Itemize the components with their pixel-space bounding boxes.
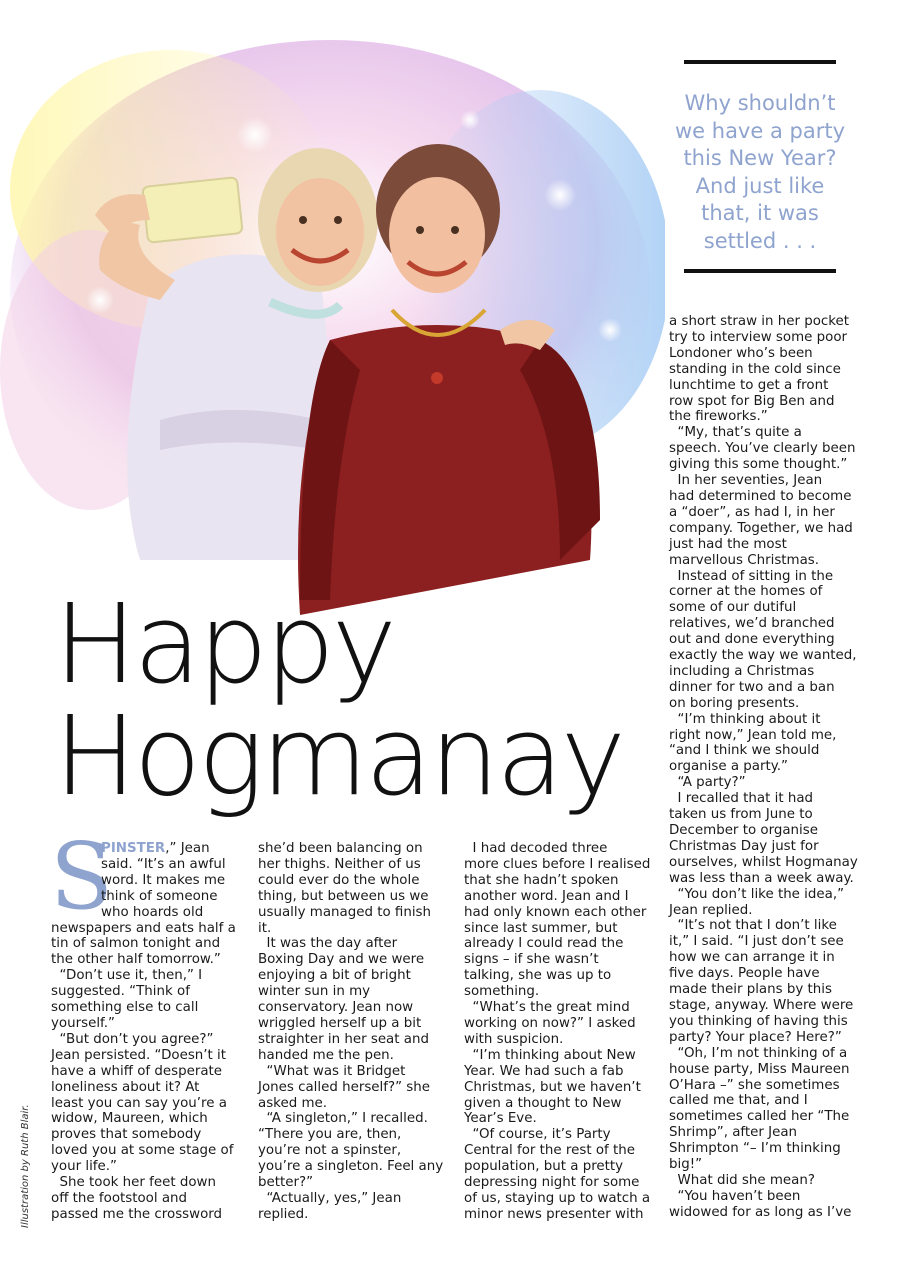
text-line: proves that somebody	[51, 1127, 202, 1143]
text-line: row spot for Big Ben and	[669, 393, 835, 409]
text-line: already I could read the	[464, 936, 624, 952]
text-line: something else to call	[51, 1000, 199, 1016]
text-line: O’Hara –” she sometimes	[669, 1077, 840, 1093]
text-line: Year’s Eve.	[464, 1111, 537, 1127]
text-line: suggested. “Think of	[51, 984, 190, 1000]
text-line: least you can say you’re a	[51, 1095, 227, 1111]
text-line: “Oh, I’m not thinking of a	[669, 1045, 848, 1061]
text-line: “There you are, then,	[258, 1127, 402, 1143]
text-line: a short straw in her pocket	[669, 314, 850, 329]
text-line: “I’m thinking about it	[669, 711, 821, 727]
text-line: relatives, we’d branched	[669, 616, 835, 632]
text-line: your life.”	[51, 1159, 117, 1175]
text-line: the fireworks.”	[669, 409, 768, 425]
text-line: made their plans by this	[669, 982, 832, 998]
text-line: something.	[464, 984, 540, 1000]
text-line: company. Together, we had	[669, 520, 853, 536]
text-line: asked me.	[258, 1095, 327, 1111]
text-line: Central for the rest of the	[464, 1143, 635, 1159]
article-column-1	[51, 841, 241, 1223]
text-line: I had decoded three	[464, 841, 608, 856]
headline-line-2: Hogmanay	[54, 692, 623, 820]
text-line: out and done everything	[669, 632, 835, 648]
text-line: Instead of sitting in the	[669, 568, 834, 584]
text-line: “It’s not that I don’t like	[669, 918, 837, 934]
pull-quote	[666, 90, 854, 255]
text-line: What did she mean?	[669, 1172, 815, 1188]
text-line: she’d been balancing on	[258, 841, 423, 856]
text-line: house party, Miss Maureen	[669, 1061, 850, 1077]
text-line: word. It makes me	[101, 872, 226, 888]
text-line: tin of salmon tonight and	[51, 936, 221, 952]
pull-quote-rule-top	[684, 60, 836, 64]
text-line: minor news presenter with	[464, 1206, 644, 1222]
text-line: exactly the way we wanted,	[669, 648, 857, 664]
text-line: handed me the pen.	[258, 1047, 394, 1063]
text-line: ourselves, whilst Hogmanay	[669, 854, 858, 870]
text-line: since last summer, but	[464, 920, 618, 936]
text-line: loved you at some stage of	[51, 1143, 234, 1159]
text-line: off the footstool and	[51, 1190, 188, 1206]
text-line: Christmas Day just for	[669, 838, 819, 854]
text-line: sometimes called her “The	[669, 1109, 850, 1125]
text-line: Londoner who’s been	[669, 345, 813, 361]
pull-quote-line: And just like	[695, 173, 825, 198]
text-line: Shrimp”, after Jean	[669, 1125, 798, 1141]
text-line: giving this some thought.”	[669, 457, 848, 473]
text-line: “I’m thinking about New	[464, 1047, 636, 1063]
illustration-selfie-women	[0, 40, 665, 615]
text-line: enjoying a bit of bright	[258, 968, 411, 984]
text-line: Jones called herself?” she	[258, 1079, 430, 1095]
text-line: conservatory. Jean now	[258, 1000, 414, 1016]
text-line: passed me the crossword	[51, 1206, 223, 1222]
text-line: “and I think we should	[669, 743, 820, 759]
text-line: winter sun in my	[258, 984, 371, 1000]
text-line: more clues before I realised	[464, 856, 651, 872]
text-line: widowed for as long as I’ve	[669, 1204, 852, 1220]
text-line: including a Christmas	[669, 663, 815, 679]
text-line: “My, that’s quite a	[669, 425, 802, 441]
text-line: It was the day after	[258, 936, 398, 952]
text-line: speech. You’ve clearly been	[669, 441, 856, 457]
text-line: loneliness about it? At	[51, 1079, 200, 1095]
text-line: that she hadn’t spoken	[464, 872, 619, 888]
text-line: straighter in her seat and	[258, 1031, 429, 1047]
text-line: “Actually, yes,” Jean	[258, 1190, 402, 1206]
drop-cap: S	[50, 823, 114, 930]
article-column-4	[669, 314, 859, 1221]
text-line: In her seventies, Jean	[669, 473, 823, 489]
article-column-2	[258, 841, 448, 1223]
text-line: standing in the cold since	[669, 361, 841, 377]
text-line: corner at the homes of	[669, 584, 823, 600]
text-line: had determined to become	[669, 488, 852, 504]
pull-quote-line: we have a party	[674, 118, 845, 143]
text-line: Year. We had such a fab	[464, 1063, 624, 1079]
text-line: usually managed to finish	[258, 904, 432, 920]
text-line: some of our dutiful	[669, 600, 797, 616]
text-line: said. “It’s an awful	[101, 856, 226, 872]
text-line: have a whiff of desperate	[51, 1063, 223, 1079]
text-line: taken us from June to	[669, 807, 813, 823]
text-line: “You don’t like the idea,”	[669, 886, 845, 902]
text-line: Boxing Day and we were	[258, 952, 425, 968]
text-line: it.	[258, 920, 272, 936]
text-line: how we can arrange it in	[669, 950, 835, 966]
pull-quote-line: that, it was	[701, 201, 819, 225]
text-line: organise a party.”	[669, 759, 788, 775]
text-line: “Of course, it’s Party	[464, 1127, 611, 1143]
text-line: could ever do the whole	[258, 872, 420, 888]
text-line: had only known each other	[464, 904, 647, 920]
text-line: marvellous Christmas.	[669, 552, 820, 568]
text-line: the other half tomorrow.”	[51, 952, 221, 968]
lead-in: PINSTER	[101, 841, 166, 856]
text-line: Jean persisted. “Doesn’t it	[51, 1047, 227, 1063]
pull-quote-line: Why shouldn’t	[684, 91, 836, 115]
text-line: you’re a singleton. Feel any	[258, 1159, 444, 1175]
text-line: big!”	[669, 1157, 703, 1173]
text-line: December to organise	[669, 823, 818, 838]
text-line: with suspicion.	[464, 1031, 564, 1047]
text-line: party? Your place? Here?”	[669, 1029, 842, 1045]
text-line: widow, Maureen, which	[51, 1111, 208, 1127]
text-line: “What was it Bridget	[258, 1063, 406, 1079]
headline-line-1: Happy	[54, 580, 394, 708]
text-line: wriggled herself up a bit	[258, 1015, 422, 1031]
text-line: her thighs. Neither of us	[258, 856, 421, 872]
text-line: population, but a pretty	[464, 1159, 624, 1175]
text-line: newspapers and eats half a	[51, 920, 236, 936]
text-line: given a thought to New	[464, 1095, 622, 1111]
text-line: just had the most	[669, 536, 787, 552]
text-line: working on now?” I asked	[464, 1015, 636, 1031]
text-line: on boring presents.	[669, 695, 800, 711]
text-line: I recalled that it had	[669, 791, 814, 807]
text-line: replied.	[258, 1206, 309, 1222]
text-line: who hoards old	[101, 904, 204, 920]
text-line: you’re not a spinster,	[258, 1143, 402, 1159]
text-line: depressing night for some	[464, 1175, 640, 1191]
pull-quote-line: this New Year?	[683, 146, 837, 170]
text-line: another word. Jean and I	[464, 888, 629, 904]
text-line: PINSTER,” Jean	[101, 841, 210, 856]
text-line: right now,” Jean told me,	[669, 727, 837, 743]
text-line: five days. People have	[669, 966, 820, 982]
pull-quote-rule-bottom	[684, 269, 836, 273]
text-line: Jean replied.	[669, 902, 753, 918]
text-line: Christmas, but we haven’t	[464, 1079, 641, 1095]
text-line: thing, but between us we	[258, 888, 429, 904]
text-line: called me that, and I	[669, 1093, 808, 1109]
text-line: better?”	[258, 1175, 314, 1191]
text-line: yourself.”	[51, 1015, 115, 1031]
text-line: “A singleton,” I recalled.	[258, 1111, 428, 1127]
illustration	[0, 40, 665, 615]
headline	[54, 580, 654, 820]
text-line: think of someone	[101, 888, 218, 904]
text-line: it,” I said. “I just don’t see	[669, 934, 844, 950]
text-line: was less than a week away.	[669, 870, 854, 886]
text-line: dinner for two and a ban	[669, 679, 835, 695]
text-line: “A party?”	[669, 775, 746, 791]
illustration-credit: Illustration by Ruth Blair.	[20, 1104, 31, 1228]
article-column-3	[464, 841, 654, 1223]
text-line: She took her feet down	[51, 1175, 216, 1191]
text-line: Shrimpton “– I’m thinking	[669, 1141, 841, 1157]
text-line: you thinking of having this	[669, 1013, 848, 1029]
text-line: “But don’t you agree?”	[51, 1031, 214, 1047]
text-line: “Don’t use it, then,” I	[51, 968, 203, 984]
text-line: lunchtime to get a front	[669, 377, 829, 393]
text-line: stage, anyway. Where were	[669, 997, 854, 1013]
text-line: try to interview some poor	[669, 329, 848, 345]
pull-quote-line: settled . . .	[703, 228, 817, 253]
text-line: “You haven’t been	[669, 1188, 801, 1204]
text-line: “What’s the great mind	[464, 1000, 630, 1016]
text-line: signs – if she wasn’t	[464, 952, 599, 968]
text-line: of us, staying up to watch a	[464, 1190, 651, 1206]
text-line: a “doer”, as had I, in her	[669, 504, 835, 520]
text-line: talking, she was up to	[464, 968, 612, 984]
